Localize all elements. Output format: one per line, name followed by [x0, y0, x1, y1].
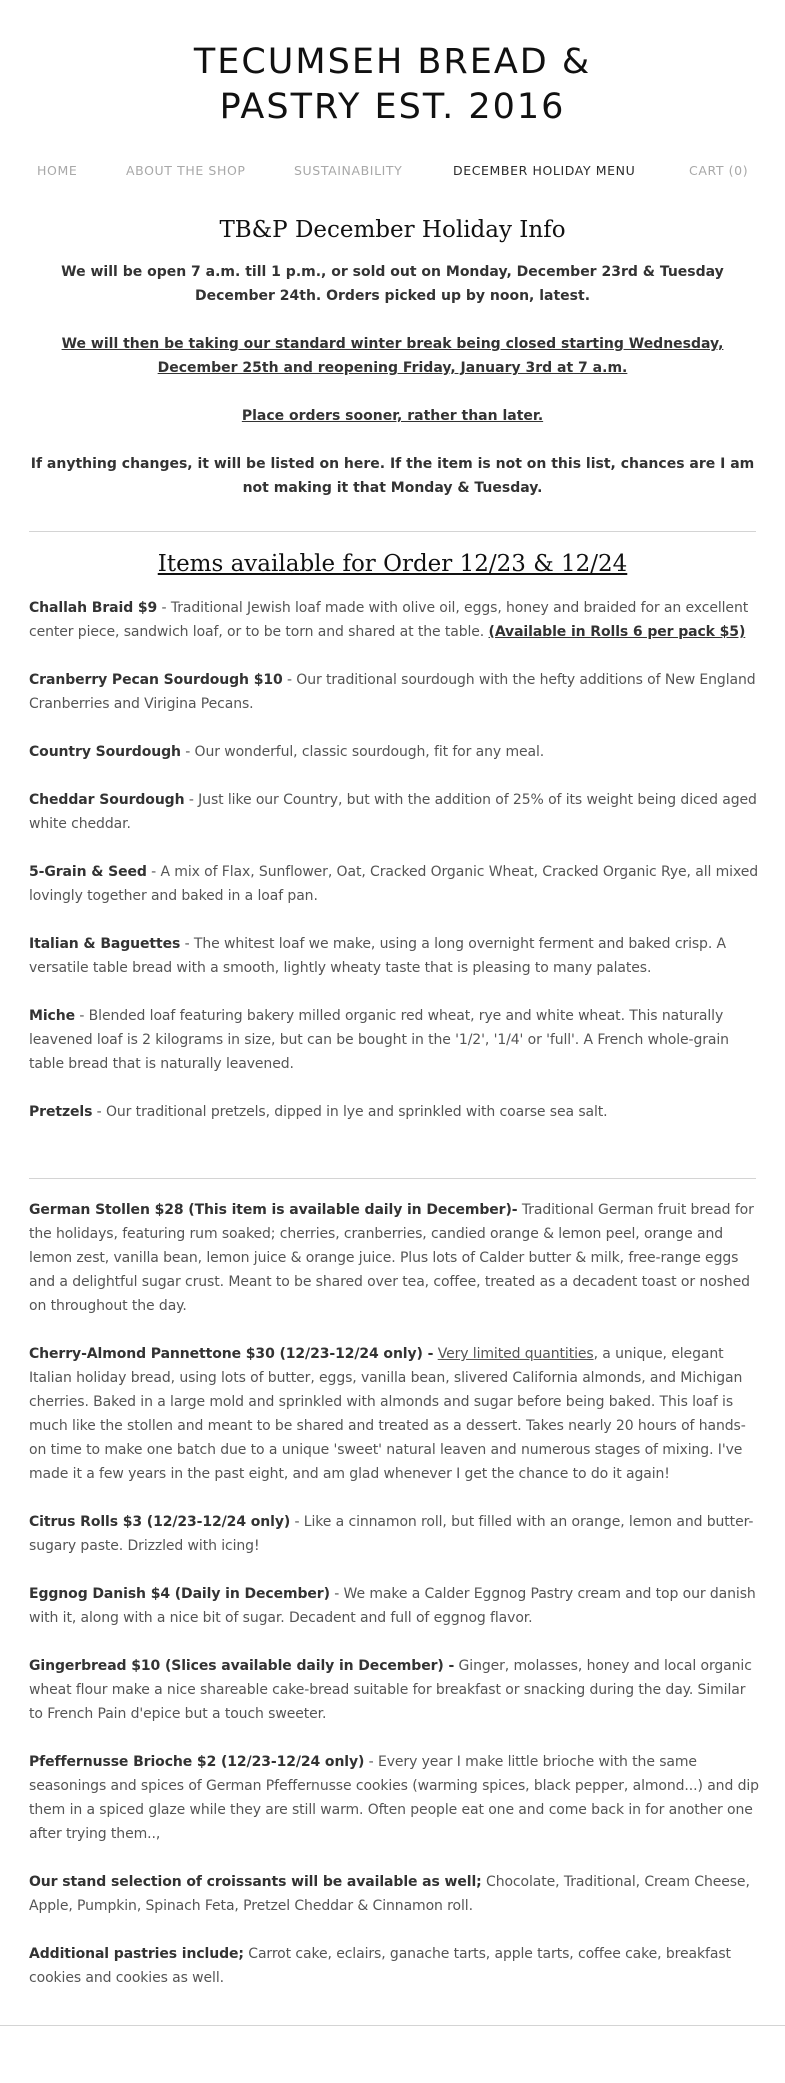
menu-item-country-sourdough — [29, 740, 759, 764]
item-desc: - Our traditional sourdough with the hefty additions of New England Cranberries and Virigina Pecans. — [29, 672, 756, 712]
item-desc: - Our wonderful, classic sourdough, fit for any meal. — [180, 744, 545, 760]
item-name: Cranberry Pecan Sourdough $10 — [29, 672, 283, 688]
holiday-info-heading: TB&P December Holiday Info — [219, 217, 566, 243]
item-name: Cheddar Sourdough — [29, 792, 185, 808]
limited-quantities-note: Very limited quantities — [437, 1346, 594, 1362]
hours-notice: We will be open 7 a.m. till 1 p.m., or sold out on Monday, December 23rd & Tuesday December 24th. Orders picked up by noon, latest. — [61, 264, 724, 304]
menu-item-cranberry-pecan — [29, 668, 759, 716]
item-desc: Traditional German fruit bread for the holidays, featuring rum soaked; cherries, cranberries, candied orange & lemon peel, orange and lemon zest, vanilla bean, lemon juice & orange juice. Plus lots of Calder butter & milk, free-range eggs and a delightful sugar crust. Meant to be shared over tea, coffee, treated as a decadent toast or noshed on throughout the day. — [29, 1202, 754, 1314]
item-name: Country Sourdough — [29, 744, 181, 760]
site-title[interactable] — [0, 40, 785, 130]
item-name: Miche — [29, 1008, 75, 1024]
item-desc: Chocolate, Traditional, Cream Cheese, Apple, Pumpkin, Spinach Feta, Pretzel Cheddar & Cinnamon roll. — [29, 1874, 750, 1914]
menu-item-pannettone — [29, 1342, 759, 1486]
item-desc: Carrot cake, eclairs, ganache tarts, apple tarts, coffee cake, breakfast cookies and cookies as well. — [29, 1946, 731, 1986]
item-desc: - Blended loaf featuring bakery milled organic red wheat, rye and white wheat. This naturally leavened loaf is 2 kilograms in size, but can be bought in the '1/2', '1/4' or 'full'. A French whole-grain table bread that is naturally leavened. — [29, 1008, 729, 1072]
menu-item-eggnog-danish — [29, 1582, 759, 1630]
menu-item-pretzels — [29, 1100, 759, 1124]
menu-item-cheddar-sourdough — [29, 788, 759, 836]
item-desc: - Every year I make little brioche with the same seasonings and spices of German Pfeffernusse cookies (warming spices, black pepper, almond...) and dip them in a spiced glaze while they are still warm. Often people eat one and come back in for another one after trying them.., — [29, 1754, 759, 1842]
item-name: Cherry-Almond Pannettone $30 (12/23-12/24 only) - — [29, 1346, 434, 1362]
menu-item-italian-baguettes — [29, 932, 759, 980]
menu-item-gingerbread — [29, 1654, 759, 1726]
item-name: Additional pastries include; — [29, 1946, 244, 1962]
item-desc: - Traditional Jewish loaf made with olive oil, eggs, honey and braided for an excellent center piece, sandwich loaf, or to be torn and shared at the table. — [29, 600, 749, 640]
item-desc: - The whitest loaf we make, using a long overnight ferment and baked crisp. A versatile table bread with a smooth, lightly wheaty taste that is pleasing to many palates. — [29, 936, 727, 976]
item-name: Our stand selection of croissants will be available as well; — [29, 1874, 482, 1890]
item-desc: , a unique, elegant Italian holiday bread, using lots of butter, eggs, vanilla bean, slivered California almonds, and Michigan cherries. Baked in a large mold and sprinkled with almonds and sugar before being baked. This loaf is much like the stollen and meant to be shared and treated as a dessert. Takes nearly 20 hours of hands-on time to make one batch due to a unique 'sweet' natural leaven and numerous stages of mixing. I've made it a few years in the past eight, and am glad whenever I get the chance to do it again! — [29, 1346, 746, 1482]
changes-notice: If anything changes, it will be listed on here. If the item is not on this list, chances are I am not making it that Monday & Tuesday. — [30, 456, 755, 496]
menu-item-citrus-rolls — [29, 1510, 759, 1558]
item-desc: - Our traditional pretzels, dipped in lye and sprinkled with coarse sea salt. — [92, 1104, 608, 1120]
item-desc: - Just like our Country, but with the addition of 25% of its weight being diced aged white cheddar. — [29, 792, 757, 832]
divider — [29, 1178, 756, 1179]
site-title-line-1: TECUMSEH BREAD & — [193, 42, 592, 82]
nav-home[interactable]: HOME — [37, 163, 78, 178]
item-name: Eggnog Danish $4 (Daily in December) — [29, 1586, 330, 1602]
order-soon-notice: Place orders sooner, rather than later. — [241, 408, 544, 424]
main-nav — [0, 162, 785, 182]
item-name: Italian & Baguettes — [29, 936, 181, 952]
menu-item-5-grain — [29, 860, 759, 908]
nav-sustainability[interactable]: SUSTAINABILITY — [294, 163, 403, 178]
item-name: Citrus Rolls $3 (12/23-12/24 only) — [29, 1514, 291, 1530]
item-name: Pretzels — [29, 1104, 93, 1120]
menu-item-pfeffernusse-brioche — [29, 1750, 759, 1846]
menu-item-challah — [29, 596, 759, 644]
menu-item-croissants — [29, 1870, 759, 1918]
item-name: Pfeffernusse Brioche $2 (12/23-12/24 only) — [29, 1754, 365, 1770]
item-desc: - Like a cinnamon roll, but filled with an orange, lemon and butter-sugary paste. Drizzled with icing! — [29, 1514, 754, 1554]
nav-about-the-shop[interactable]: ABOUT THE SHOP — [126, 163, 246, 178]
site-title-line-2: PASTRY EST. 2016 — [219, 87, 566, 127]
item-name: 5-Grain & Seed — [29, 864, 147, 880]
menu-item-miche — [29, 1004, 759, 1076]
item-name: Challah Braid $9 — [29, 600, 158, 616]
nav-cart[interactable]: CART (0) — [689, 163, 749, 178]
item-desc: - We make a Calder Eggnog Pastry cream and top our danish with it, along with a nice bit of sugar. Decadent and full of eggnog flavor. — [29, 1586, 756, 1626]
item-name: Gingerbread $10 (Slices available daily in December) - — [29, 1658, 455, 1674]
item-desc: Ginger, molasses, honey and local organic wheat flour make a nice shareable cake-bread suitable for breakfast or snacking during the day. Similar to French Pain d'epice but a touch sweeter. — [29, 1658, 752, 1722]
footer-divider — [0, 2025, 785, 2026]
item-extra: (Available in Rolls 6 per pack $5) — [488, 624, 746, 640]
nav-december-holiday-menu[interactable]: DECEMBER HOLIDAY MENU — [453, 163, 636, 178]
menu-item-additional-pastries — [29, 1942, 759, 1990]
closure-notice: We will then be taking our standard winter break being closed starting Wednesday, December 25th and reopening Friday, January 3rd at 7 a.m. — [61, 336, 724, 376]
menu-item-german-stollen — [29, 1198, 759, 1318]
divider — [29, 531, 756, 532]
item-desc: - A mix of Flax, Sunflower, Oat, Cracked Organic Wheat, Cracked Organic Rye, all mixed lovingly together and baked in a loaf pan. — [29, 864, 759, 904]
item-name: German Stollen $28 (This item is available daily in December)- — [29, 1202, 518, 1218]
order-section-heading: Items available for Order 12/23 & 12/24 — [157, 551, 628, 577]
